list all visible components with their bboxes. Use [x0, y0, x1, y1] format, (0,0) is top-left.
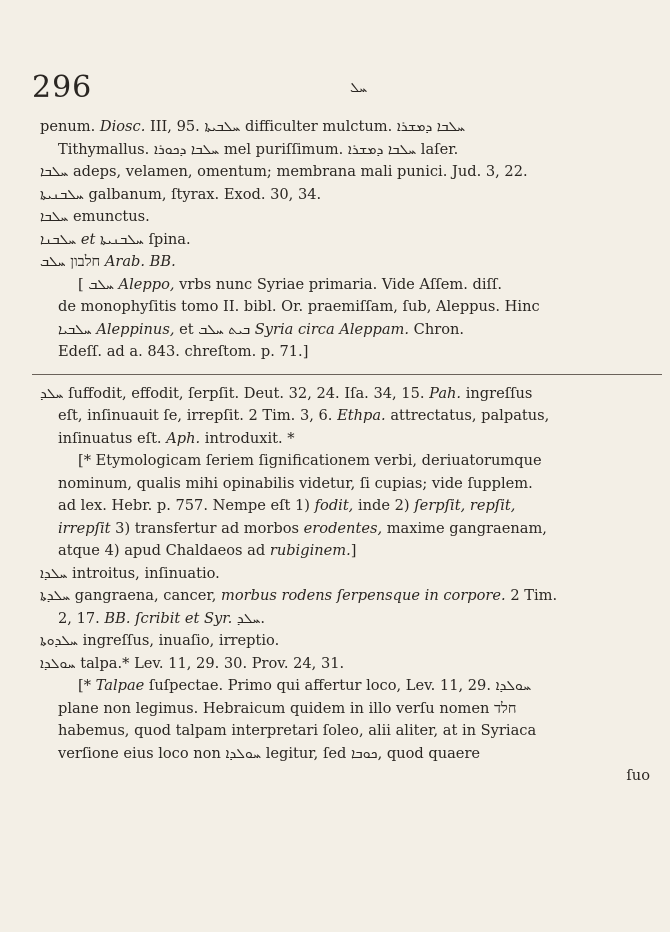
text-line [40, 139, 650, 162]
italic-text: irrepſit [58, 519, 111, 537]
text-line [40, 765, 650, 788]
italic-text: morbus rodens ſerpensque in corpore. [221, 587, 506, 604]
syriac-word: ܒܝܬ ܚܠܒ [198, 321, 251, 338]
latin-text: eſt, inſinuauit ſe, irrepſit. 2 Tim. 3, 6. [58, 407, 338, 424]
latin-text: laſer. [416, 140, 459, 158]
text-line [40, 743, 650, 766]
syriac-word: ܚܠܒܢܐ [40, 231, 77, 248]
text-line [40, 450, 650, 473]
text-line [40, 563, 650, 586]
section-divider [32, 374, 662, 375]
latin-text: vrbs nunc Syriae primaria. Vide Aſſem. diſſ. [174, 275, 502, 293]
latin-text: Tithymallus. [58, 140, 154, 158]
latin-text: plane non legimus. Hebraicum quidem in illo verſu nomen חלד [58, 699, 517, 717]
latin-text: ſuſpectae. Primo qui affertur loco, Lev. 11, 29. [144, 677, 496, 694]
latin-text: galbanum, ſtyrax. Exod. 30, 34. [83, 185, 322, 203]
latin-text: et [174, 320, 199, 338]
latin-text: Chron. [409, 320, 465, 338]
italic-text: et [76, 230, 101, 248]
syriac-word: ܚܠܕܘܬܐ [40, 633, 78, 649]
italic-text: Aleppo, [113, 275, 175, 293]
italic-text: Arab. BB. [104, 253, 176, 270]
text-line [40, 161, 650, 184]
latin-text: [* Etymologicam ſeriem ſignificationem verbi, deriuatorumque [78, 452, 542, 469]
text-line [40, 405, 650, 428]
italic-text: Syria circa Aleppam. [250, 320, 410, 338]
text-line [40, 229, 650, 252]
text-line [40, 184, 650, 207]
italic-text: Diosc. [99, 118, 146, 135]
text-line [40, 383, 650, 406]
syriac-word: ܚܠܒܢܝܬܐ [40, 186, 84, 203]
syriac-word: ܚܠܒܐ ܕܟܘܪܐ [153, 141, 220, 158]
italic-text: Ethpa. [337, 407, 386, 424]
text-line [40, 540, 650, 563]
italic-text: fodit, [314, 497, 354, 514]
italic-text: ſerpſit, repſit, [414, 497, 516, 514]
syriac-word: ܚܘܠܕܐ [40, 655, 76, 672]
syriac-word: ܚܠܒܢܝܬܐ [100, 231, 144, 248]
italic-text: Aleppinus, [91, 320, 175, 338]
syriac-word: ܚܠܒܐ [40, 209, 69, 225]
latin-text: ingreſſus [461, 384, 533, 402]
latin-text: de monophyſitis tomo II. bibl. Or. praemiſſam, ſub, Aleppus. Hinc [58, 298, 540, 315]
latin-text: emunctus. [68, 208, 150, 225]
latin-text: gangraena, cancer, [70, 587, 222, 604]
italic-text: BB. ſcribit et Syr. [104, 609, 237, 627]
latin-text: maxime gangraenam, [382, 519, 547, 537]
page-number: 296 [32, 70, 93, 105]
latin-text: penum. [40, 118, 100, 135]
text-line [40, 341, 650, 364]
latin-text: inſinuatus eſt. [58, 429, 167, 447]
text-line [40, 274, 650, 297]
text-line [40, 585, 650, 608]
latin-text: nominum, qualis mihi opinabilis videtur, ſi cupias; vide ſupplem. [58, 474, 533, 492]
text-line [40, 251, 650, 274]
latin-text: attrectatus, palpatus, [385, 407, 550, 424]
italic-text: rubiginem. [269, 542, 351, 559]
latin-text: ſpina. [143, 230, 191, 248]
latin-text: habemus, quod talpam interpretari ſoleo, alii aliter, at in Syriaca [58, 722, 537, 739]
latin-text: adeps, velamen, omentum; membrana mali punici. Jud. 3, 22. [68, 163, 528, 180]
latin-text: חלבון [65, 253, 105, 270]
page-body [40, 116, 650, 788]
latin-text: ] [350, 542, 357, 559]
latin-text: ingreſſus, inuaſio, irreptio. [77, 632, 280, 649]
latin-text: Edeſſ. ad a. 843. chreſtom. p. 71.] [58, 343, 309, 360]
text-line [40, 473, 650, 496]
text-line [40, 116, 650, 139]
latin-text: ſuo [626, 767, 650, 784]
syriac-word: ܚܠܒܝܬܐ [204, 119, 241, 135]
syriac-word: ܚܠܒܐ [40, 164, 69, 180]
text-line [40, 518, 650, 541]
latin-text: 3) transfertur ad morbos [110, 519, 304, 537]
latin-text: ad lex. Hebr. p. 757. Nempe eſt 1) [58, 497, 315, 514]
latin-text: [ [78, 275, 89, 293]
text-line [40, 630, 650, 653]
text-line [40, 495, 650, 518]
latin-text: atque 4) apud Chaldaeos ad [58, 542, 270, 559]
syriac-word: ܚܘܠܕܐ [225, 745, 262, 762]
syriac-word: ܚܠܕܬܐ [40, 588, 71, 604]
latin-text: 2, 17. [58, 609, 105, 627]
latin-text: [* [78, 677, 96, 694]
text-line [40, 608, 650, 631]
text-line [40, 698, 650, 721]
latin-text: 2 Tim. [505, 587, 558, 604]
syriac-word: ܟܘܒܐ [350, 745, 378, 762]
syriac-word: ܚܠܕ [40, 385, 64, 402]
latin-text: inde 2) [353, 497, 415, 514]
syriac-word: ܚܠܕܐ [40, 565, 68, 582]
syriac-word: ܚܠܕ [236, 610, 261, 627]
italic-text: erodentes, [303, 519, 383, 537]
text-line [40, 296, 650, 319]
syriac-word: ܚܠܒܐ ܕܡܫܪܐ [347, 141, 417, 158]
latin-text: . [260, 609, 266, 627]
text-line [40, 675, 650, 698]
latin-text: ſuffodit, effodit, ſerpſit. Deut. 32, 24. Iſa. 34, 15. [63, 384, 430, 402]
running-head: ܚܠ [350, 80, 368, 96]
italic-text: Talpae [95, 677, 145, 694]
latin-text: , quod quaere [377, 744, 481, 762]
latin-text: difficulter mulctum. [240, 118, 397, 135]
latin-text: introitus, inſinuatio. [67, 564, 220, 582]
latin-text: legitur, ſed [261, 744, 351, 762]
latin-text: III, 95. [145, 118, 205, 135]
syriac-word: ܚܘܠܕܐ [495, 678, 532, 694]
syriac-word: ܚܠܒܝܐ [58, 321, 92, 338]
text-line [40, 428, 650, 451]
text-line [40, 206, 650, 229]
italic-text: Aph. [166, 429, 201, 447]
latin-text: verſione eius loco non [58, 744, 226, 762]
italic-text: Pah. [429, 384, 462, 402]
text-line [40, 653, 650, 676]
latin-text: mel puriſſimum. [219, 140, 348, 158]
text-line [40, 319, 650, 342]
syriac-word: ܚܠܒܐ ܕܡܫܪܐ [396, 119, 466, 135]
page-header [32, 70, 630, 110]
text-line [40, 720, 650, 743]
syriac-word: ܚܠܒ [88, 276, 114, 293]
syriac-word: ܚܠܒ [40, 254, 66, 270]
latin-text: introduxit. * [200, 429, 295, 447]
latin-text: talpa.* Lev. 11, 29. 30. Prov. 24, 31. [75, 654, 345, 672]
